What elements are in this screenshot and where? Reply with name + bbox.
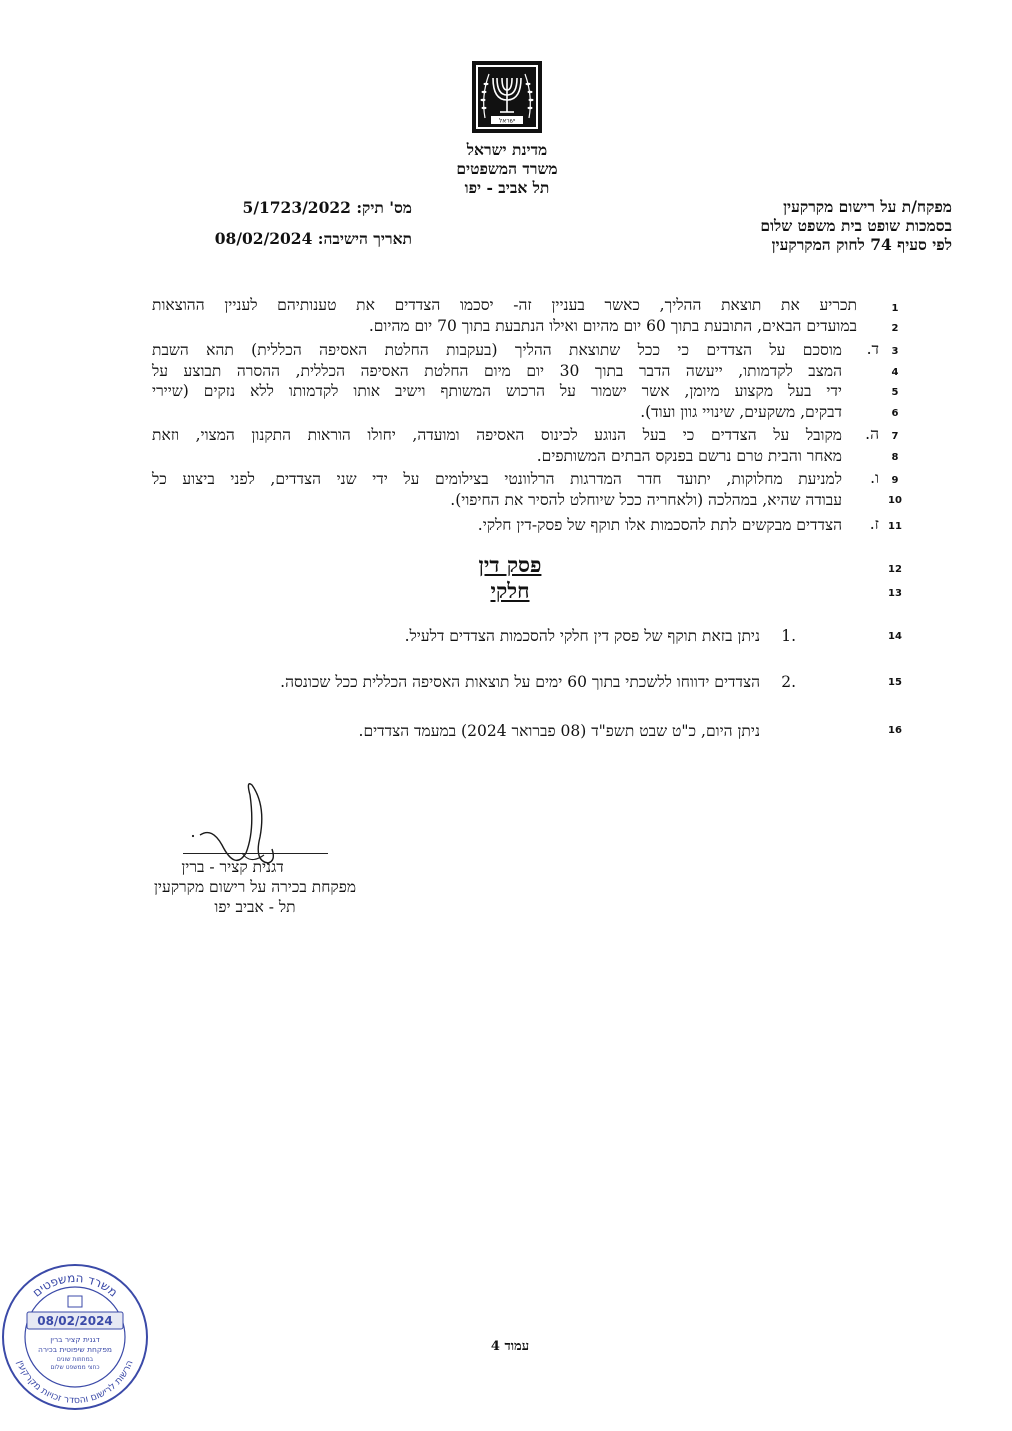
header-right bbox=[760, 197, 952, 254]
stamp-sub1: במחוזות שונים bbox=[56, 1356, 94, 1363]
clause-v-line-1: למניעת מחלוקות, יתועד חדר המדרגות הרלוונטי בצילומים על ידי שני הצדדים, לפני ביצוע כל bbox=[152, 470, 842, 488]
clause-z-marker: ז. bbox=[869, 515, 879, 533]
stamp-sub2: כחצי ממשפט שלום bbox=[50, 1364, 100, 1371]
stamp-role: מפקחת שיפוטית בכירה bbox=[38, 1345, 112, 1354]
state-emblem bbox=[471, 60, 543, 134]
clause-d-marker: ד. bbox=[866, 340, 879, 358]
clause-d-line-3: ידי בעל מקצוע מיומן, אשר ישמור על הרכוש המשותף וישיב אותו לקדמותו ללא נזקים (שיירי bbox=[152, 382, 842, 400]
line-number: 16 bbox=[888, 725, 902, 736]
case-number: מס' תיק: 5/1723/2022 bbox=[242, 198, 412, 217]
court-title: מפקח/ת על רישום מקרקעין bbox=[783, 197, 952, 216]
header-center bbox=[380, 140, 634, 197]
line-number: 2 bbox=[891, 323, 899, 334]
official-stamp bbox=[0, 1262, 150, 1412]
stamp-emblem-icon bbox=[68, 1296, 82, 1307]
line-number: 14 bbox=[888, 631, 902, 642]
ministry-name: משרד המשפטים bbox=[456, 159, 558, 178]
line-number: 7 bbox=[891, 431, 899, 442]
ruling-given-line: ניתן היום, כ"ט שבט תשפ"ד (08 פברואר 2024) במעמד הצדדים. bbox=[358, 722, 760, 740]
emblem-caption: ישראל bbox=[498, 117, 516, 125]
clause-z-line: הצדדים מבקשים לתת להסכמות אלו תוקף של פסק-דין חלקי. bbox=[477, 516, 842, 534]
signer-place: תל - אביב יפו bbox=[214, 898, 296, 916]
stamp-ring-bottom: הרשות לרישום והסדר זכויות מקרקעין bbox=[14, 1358, 136, 1407]
line-number: 9 bbox=[891, 475, 899, 486]
clause-c-line-2: במועדים הבאים, התובעת בתוך 60 יום מהיום ואילו הנתבעת בתוך 70 יום מהיום. bbox=[368, 317, 857, 335]
signer-title: מפקחת בכירה על רישום מקרקעין bbox=[153, 878, 357, 896]
line-number: 4 bbox=[891, 367, 899, 378]
hearing-date: תאריך הישיבה: 08/02/2024 bbox=[214, 229, 412, 248]
line-number: 1 bbox=[891, 303, 899, 314]
clause-d-line-2: המצב לקדמותו, ייעשה הדבר בתוך 30 יום מיום החלטת האסיפה הכללית, ההסרה תבוצע על bbox=[152, 362, 842, 380]
stamp-name: דגנית קציר ברין bbox=[50, 1335, 100, 1344]
ruling-item-1-text: ניתן בזאת תוקף של פסק דין חלקי להסכמות הצדדים דלעיל. bbox=[404, 627, 760, 645]
ruling-item-2-number: .2 bbox=[781, 673, 796, 691]
line-number: 11 bbox=[888, 521, 902, 532]
clause-c-line-1: תכריע את תוצאת ההליך, כאשר בעניין זה- יסכמו הצדדים את טענותיהם לעניין ההוצאות bbox=[152, 296, 857, 314]
line-number: 15 bbox=[888, 677, 902, 688]
line-number: 8 bbox=[891, 452, 899, 463]
ruling-item-1-number: .1 bbox=[781, 627, 796, 645]
line-number: 12 bbox=[888, 564, 902, 575]
ruling-item-2-text: הצדדים ידווחו ללשכתי בתוך 60 ימים על תוצאות האסיפה הכללית ככל שכונסה. bbox=[280, 673, 760, 691]
clause-d-line-1: מוסכם על הצדדים כי ככל שתוצאת ההליך (בעקבות החלטת האסיפה הכללית) תהא השבת bbox=[152, 341, 842, 359]
stamp-ring-top: משרד המשפטים bbox=[29, 1270, 121, 1300]
svg-text:משרד המשפטים bbox=[30, 1271, 121, 1300]
line-number: 13 bbox=[888, 588, 902, 599]
line-number: 5 bbox=[891, 387, 899, 398]
stamp-date: 08/02/2024 bbox=[37, 1314, 113, 1328]
ruling-title: פסק דין bbox=[478, 552, 542, 577]
state-name: מדינת ישראל bbox=[466, 140, 548, 159]
signature-line bbox=[183, 853, 328, 854]
line-number: 6 bbox=[891, 408, 899, 419]
clause-d-line-4: דבקים, משקעים, שינויי גוון ועוד). bbox=[640, 403, 842, 421]
clause-v-line-2: עבודה שהיא, במהלכה (ולאחריה ככל שיוחלט להסיר את החיפוי). bbox=[450, 491, 842, 509]
clause-v-marker: ו. bbox=[870, 469, 879, 487]
line-number: 10 bbox=[888, 495, 902, 506]
clause-h-line-2: מאחר והבית טרם נרשם בפנקס הבתים המשותפים. bbox=[536, 447, 842, 465]
page-number: עמוד 4 bbox=[490, 1339, 530, 1354]
line-number: 3 bbox=[891, 346, 899, 357]
court-law: לפי סעיף 74 לחוק המקרקעין bbox=[771, 235, 952, 254]
city-name: תל אביב - יפו bbox=[464, 178, 550, 197]
ruling-subtitle: חלקי bbox=[490, 578, 530, 603]
court-authority: בסמכות שופט בית משפט שלום bbox=[760, 216, 952, 235]
signer-name: דגנית קציר - ברין bbox=[181, 858, 284, 876]
clause-h-marker: ה. bbox=[865, 425, 879, 443]
clause-h-line-1: מקובל על הצדדים כי בעל הנוגע לכינוס האסיפה ומועדה, יחולו הוראות התקנון המצוי, וזאת bbox=[152, 426, 842, 444]
